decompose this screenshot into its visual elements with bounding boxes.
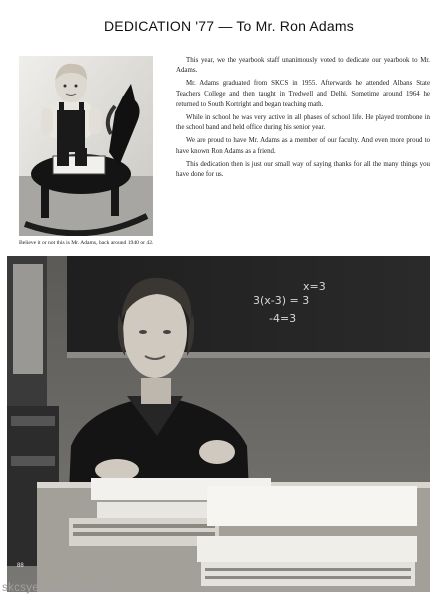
page-title: DEDICATION '77 — To Mr. Ron Adams bbox=[104, 18, 354, 34]
chalk-equation: -4=3 bbox=[269, 312, 297, 325]
article-paragraph: We are proud to have Mr. Adams as a member of our faculty. And even more proud to have known Ron Adams as a friend. bbox=[176, 137, 430, 155]
page-number: 88 bbox=[17, 563, 24, 569]
chalk-equation: x=3 bbox=[303, 280, 326, 293]
photo-caption: Believe it or not this is Mr. Adams, back around 1940 or 42. bbox=[19, 240, 154, 246]
article-paragraph: This year, we the yearbook staff unanimously voted to dedicate our yearbook to Mr. Adams. bbox=[176, 57, 430, 75]
watermark: skcsyearbook.com bbox=[2, 582, 103, 594]
article-paragraph: This dedication then is just our small way of saying thanks for all the many things you have done for us. bbox=[176, 160, 430, 179]
teacher-at-desk-illustration bbox=[7, 256, 430, 592]
teacher-photo bbox=[7, 256, 430, 592]
article-paragraph: Mr. Adams graduated from SKCS in 1955. Afterwards he attended Albans State Teachers College and then taught in Tredwell and Delhi. Sometime around 1964 he returned to South Kortright and began teaching math. bbox=[176, 80, 430, 108]
chalk-equation: 3(x-3) = 3 bbox=[253, 294, 310, 307]
baby-on-rocking-horse-illustration bbox=[19, 56, 153, 236]
baby-photo bbox=[19, 56, 153, 236]
article-paragraph: While in school he was very active in all phases of school life. He played trombone in the school band and held office during his senior year. bbox=[176, 114, 430, 132]
dedication-article bbox=[176, 56, 430, 183]
